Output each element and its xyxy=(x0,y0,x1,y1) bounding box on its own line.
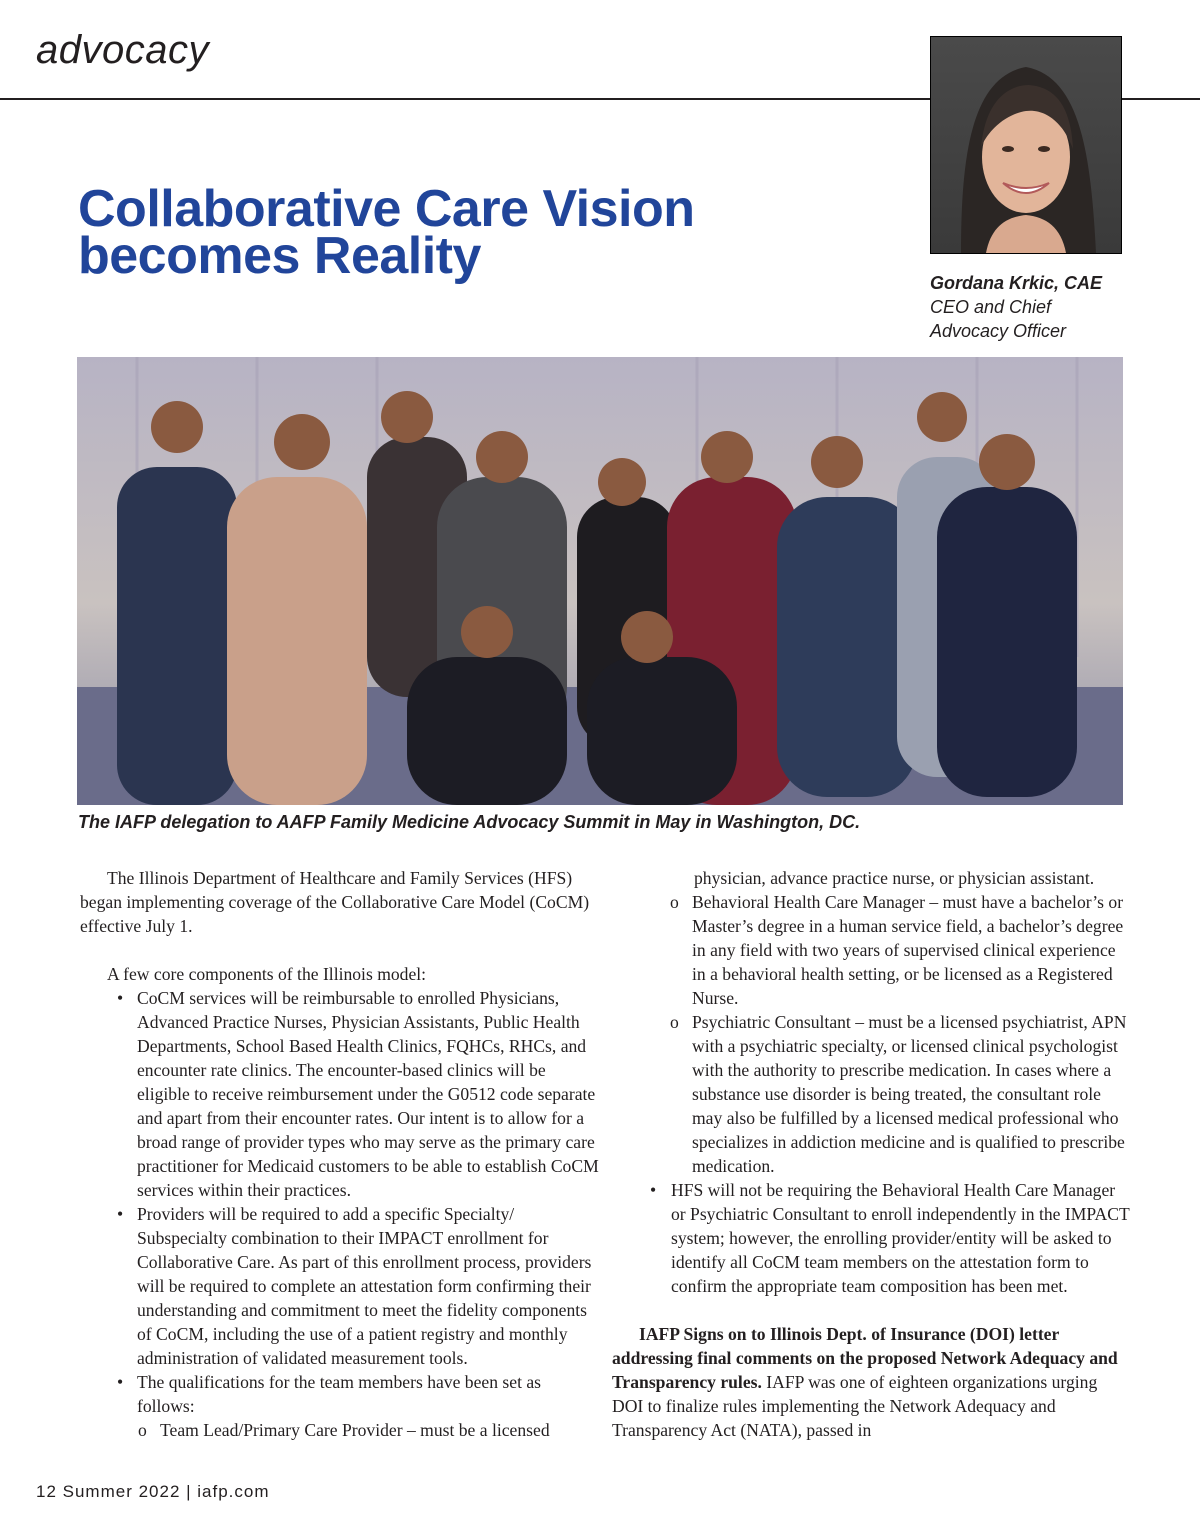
sub-list-item-text: Psychiatric Consultant – must be a licensed psychiatrist, APN with a psychiatric specialty, or licensed clinical psychologist with the authority to prescribe medication. In cases where a substance use disorder is being treated, the consultant role may also be fulfilled by a licensed medical professional who specializes in addiction medicine and is qualified to prescribe medication. xyxy=(692,1012,1127,1176)
sub-bullet-marker: o xyxy=(670,892,679,912)
components-intro: A few core components of the Illinois model: xyxy=(107,964,427,984)
bullet-marker: • xyxy=(117,988,124,1008)
bullet-marker: • xyxy=(650,1180,657,1200)
page-footer: 12 Summer 2022 | iafp.com xyxy=(36,1482,270,1501)
sub-list-item-continuation: physician, advance practice nurse, or physician assistant. xyxy=(694,868,1095,888)
bullet-marker: • xyxy=(117,1204,124,1224)
list-item-text: HFS will not be requiring the Behavioral Health Care Manager or Psychiatric Consultant to enroll independently in the IMPACT system; however, the enrolling provider/entity will be asked to identify all CoCM team members on the attestation form to confirm the appropriate team composition has been met. xyxy=(671,1180,1130,1296)
article-column-left xyxy=(80,866,600,1442)
list-item xyxy=(80,986,600,1202)
sub-bullet-marker: o xyxy=(670,1012,679,1032)
intro-paragraph: The Illinois Department of Healthcare and Family Services (HFS) began implementing coverage of the Collaborative Care Model (CoCM) effective July 1. xyxy=(80,868,590,936)
doi-text: IAFP was one of eighteen organizations urging DOI to finalize rules implementing the Network Adequacy and Transparency Act (NATA), passed in xyxy=(612,1372,1098,1440)
author-portrait xyxy=(930,36,1122,254)
list-item xyxy=(80,1370,600,1418)
article-column-right xyxy=(612,866,1132,1442)
author-name: Gordana Krkic, CAE xyxy=(930,273,1103,293)
list-item xyxy=(612,1178,1132,1298)
author-title: CEO and Chief Advocacy Officer xyxy=(930,297,1067,341)
portrait-illustration xyxy=(931,37,1121,253)
sub-list-item-text: Team Lead/Primary Care Provider – must be a licensed xyxy=(160,1420,550,1440)
doi-heading: IAFP Signs on to Illinois Dept. of Insurance (DOI) letter addressing final comments on the proposed Network Adequacy and Transparency rules. xyxy=(612,1324,1118,1392)
article-headline xyxy=(78,180,838,285)
list-item xyxy=(80,1202,600,1370)
sub-list-item xyxy=(612,890,1132,1010)
bullet-marker: • xyxy=(117,1372,124,1392)
group-photo xyxy=(77,357,1123,805)
sub-bullet-marker: o xyxy=(138,1420,147,1440)
photo-caption: The IAFP delegation to AAFP Family Medicine Advocacy Summit in May in Washington, DC. xyxy=(78,812,861,832)
headline-line-1: Collaborative Care Vision xyxy=(78,180,695,238)
paragraph-spacer xyxy=(612,1298,1132,1322)
sub-list-item-text: Behavioral Health Care Manager – must have a bachelor’s or Master’s degree in a human service field, a bachelor’s degree in any field with two years of supervised clinical experience in a behavioral health setting, or be licensed as a Registered Nurse. xyxy=(692,892,1124,1008)
list-item-text: Providers will be required to add a specific Specialty/ Subspecialty combination to their IMPACT enrollment for Collaborative Care. As part of this enrollment process, providers will be required to complete an attestation form confirming their understanding and commitment to meet the fidelity components of CoCM, including the use of a patient registry and monthly administration of validated measurement tools. xyxy=(137,1204,592,1368)
sub-list-item xyxy=(612,1010,1132,1178)
sub-list-item xyxy=(80,1418,600,1442)
group-photo-illustration xyxy=(77,357,1123,805)
doi-paragraph xyxy=(612,1322,1132,1442)
list-item-text: The qualifications for the team members have been set as follows: xyxy=(137,1372,542,1416)
section-label: advocacy xyxy=(36,28,209,72)
list-item-text: CoCM services will be reimbursable to enrolled Physicians, Advanced Practice Nurses, Physician Assistants, Public Health Departments, School Based Health Clinics, FQHCs, RHCs, and encounter rate clinics. The encounter-based clinics will be eligible to receive reimbursement under the G0512 code separate and apart from their encounter rates. Our intent is to allow for a broad range of provider types who may serve as the primary care practitioner for Medicaid customers to be able to establish CoCM services within their practices. xyxy=(137,988,599,1200)
paragraph-spacer xyxy=(80,938,600,962)
headline-line-2: becomes Reality xyxy=(78,227,481,285)
